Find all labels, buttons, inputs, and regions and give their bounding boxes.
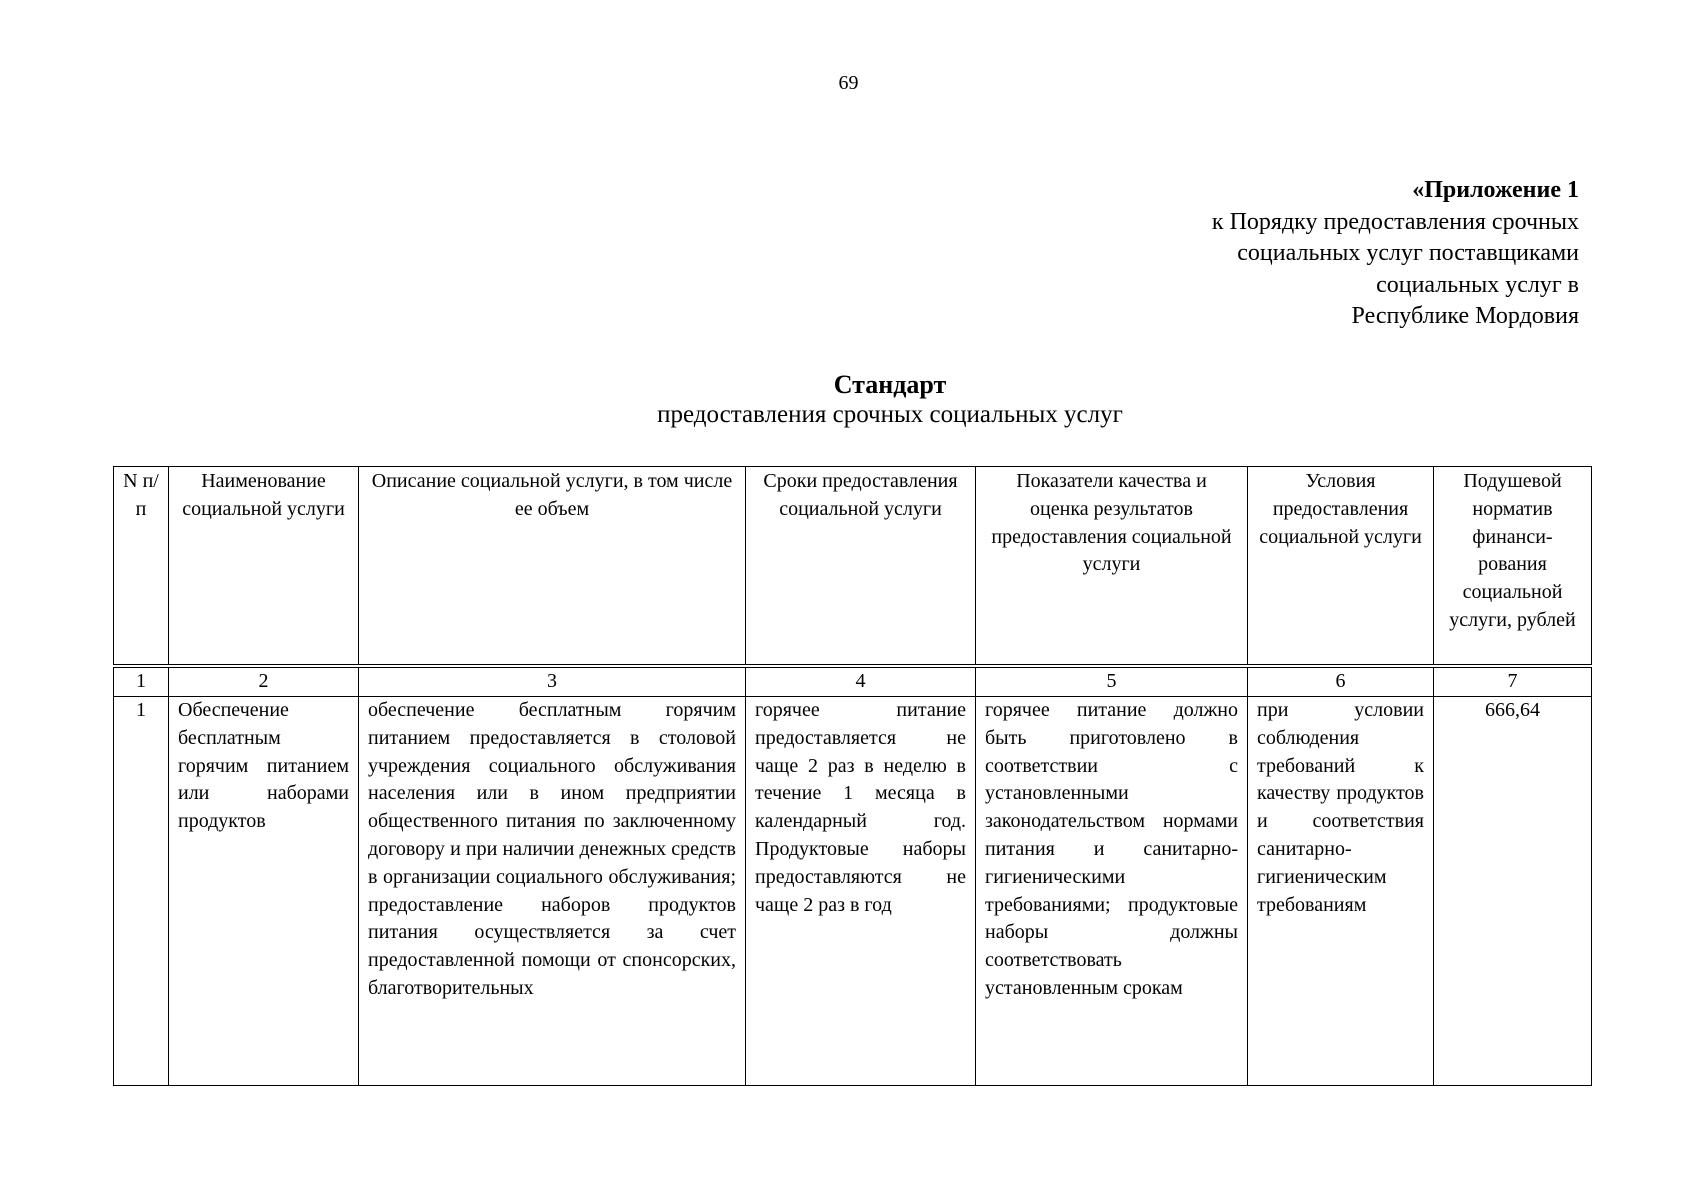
header-cell-norm: Подушевой норматив финанси- рования социальной услуги, рублей bbox=[1434, 467, 1592, 667]
table-header-row bbox=[114, 467, 1592, 667]
row-number: 1 bbox=[114, 697, 169, 1086]
header-cell-number: N п/ п bbox=[114, 467, 169, 667]
appendix-line: к Порядку предоставления срочных bbox=[1211, 208, 1579, 235]
column-number: 2 bbox=[169, 666, 359, 697]
header-cell-quality: Показатели качества и оценка результатов предоставления социальной услуги bbox=[976, 467, 1248, 667]
appendix-line: Республике Мордовия bbox=[1351, 303, 1579, 329]
service-norm: 666,64 bbox=[1434, 697, 1592, 1086]
title-sub: предоставления срочных социальных услуг bbox=[657, 401, 1123, 428]
column-number: 1 bbox=[114, 666, 169, 697]
table-row bbox=[114, 697, 1592, 1086]
standard-table bbox=[113, 466, 1592, 1086]
column-number: 4 bbox=[746, 666, 976, 697]
column-numbers-row bbox=[114, 666, 1592, 697]
header-cell-name: Наименование социальной услуги bbox=[169, 467, 359, 667]
title-main: Стандарт bbox=[833, 370, 947, 399]
column-number: 5 bbox=[976, 666, 1248, 697]
page-number: 69 bbox=[838, 72, 859, 94]
appendix-heading: «Приложение 1 bbox=[1412, 177, 1579, 203]
document-title bbox=[590, 370, 1190, 430]
service-name: Обеспечение бесплатным горячим питанием или наборами продуктов bbox=[169, 697, 359, 1086]
service-conditions: при условии соблюдения требований к качеству продуктов и соответствия санитарно-гигиеническим требованиям bbox=[1248, 697, 1434, 1086]
service-description: обеспечение бесплатным горячим питанием предоставляется в столовой учреждения социального обслуживания населения или в ином предприятии общественного питания по заключенному договору и при наличии денежных средств в организации социального обслуживания; предоставление наборов продуктов питания осуществляется за счет предоставленной помощи от спонсорских, благотворительных bbox=[359, 697, 746, 1086]
header-cell-terms: Сроки предоставления социальной услуги bbox=[746, 467, 976, 667]
service-terms: горячее питание предоставляется не чаще 2 раз в неделю в течение 1 месяца в календарный год. Продуктовые наборы предоставляются не чаще 2 раз в год bbox=[746, 697, 976, 1086]
header-cell-description: Описание социальной услуги, в том числе ее объем bbox=[359, 467, 746, 667]
appendix-block bbox=[1212, 175, 1579, 333]
appendix-line: социальных услуг поставщиками bbox=[1237, 240, 1579, 266]
appendix-line: социальных услуг в bbox=[1376, 271, 1579, 298]
service-quality: горячее питание должно быть приготовлено в соответствии с установленными законодательством нормами питания и санитарно-гигиеническими требованиями; продуктовые наборы должны соответствовать установленным срокам bbox=[976, 697, 1248, 1086]
column-number: 6 bbox=[1248, 666, 1434, 697]
header-cell-conditions: Условия предоставления социальной услуги bbox=[1248, 467, 1434, 667]
column-number: 7 bbox=[1434, 666, 1592, 697]
column-number: 3 bbox=[359, 666, 746, 697]
